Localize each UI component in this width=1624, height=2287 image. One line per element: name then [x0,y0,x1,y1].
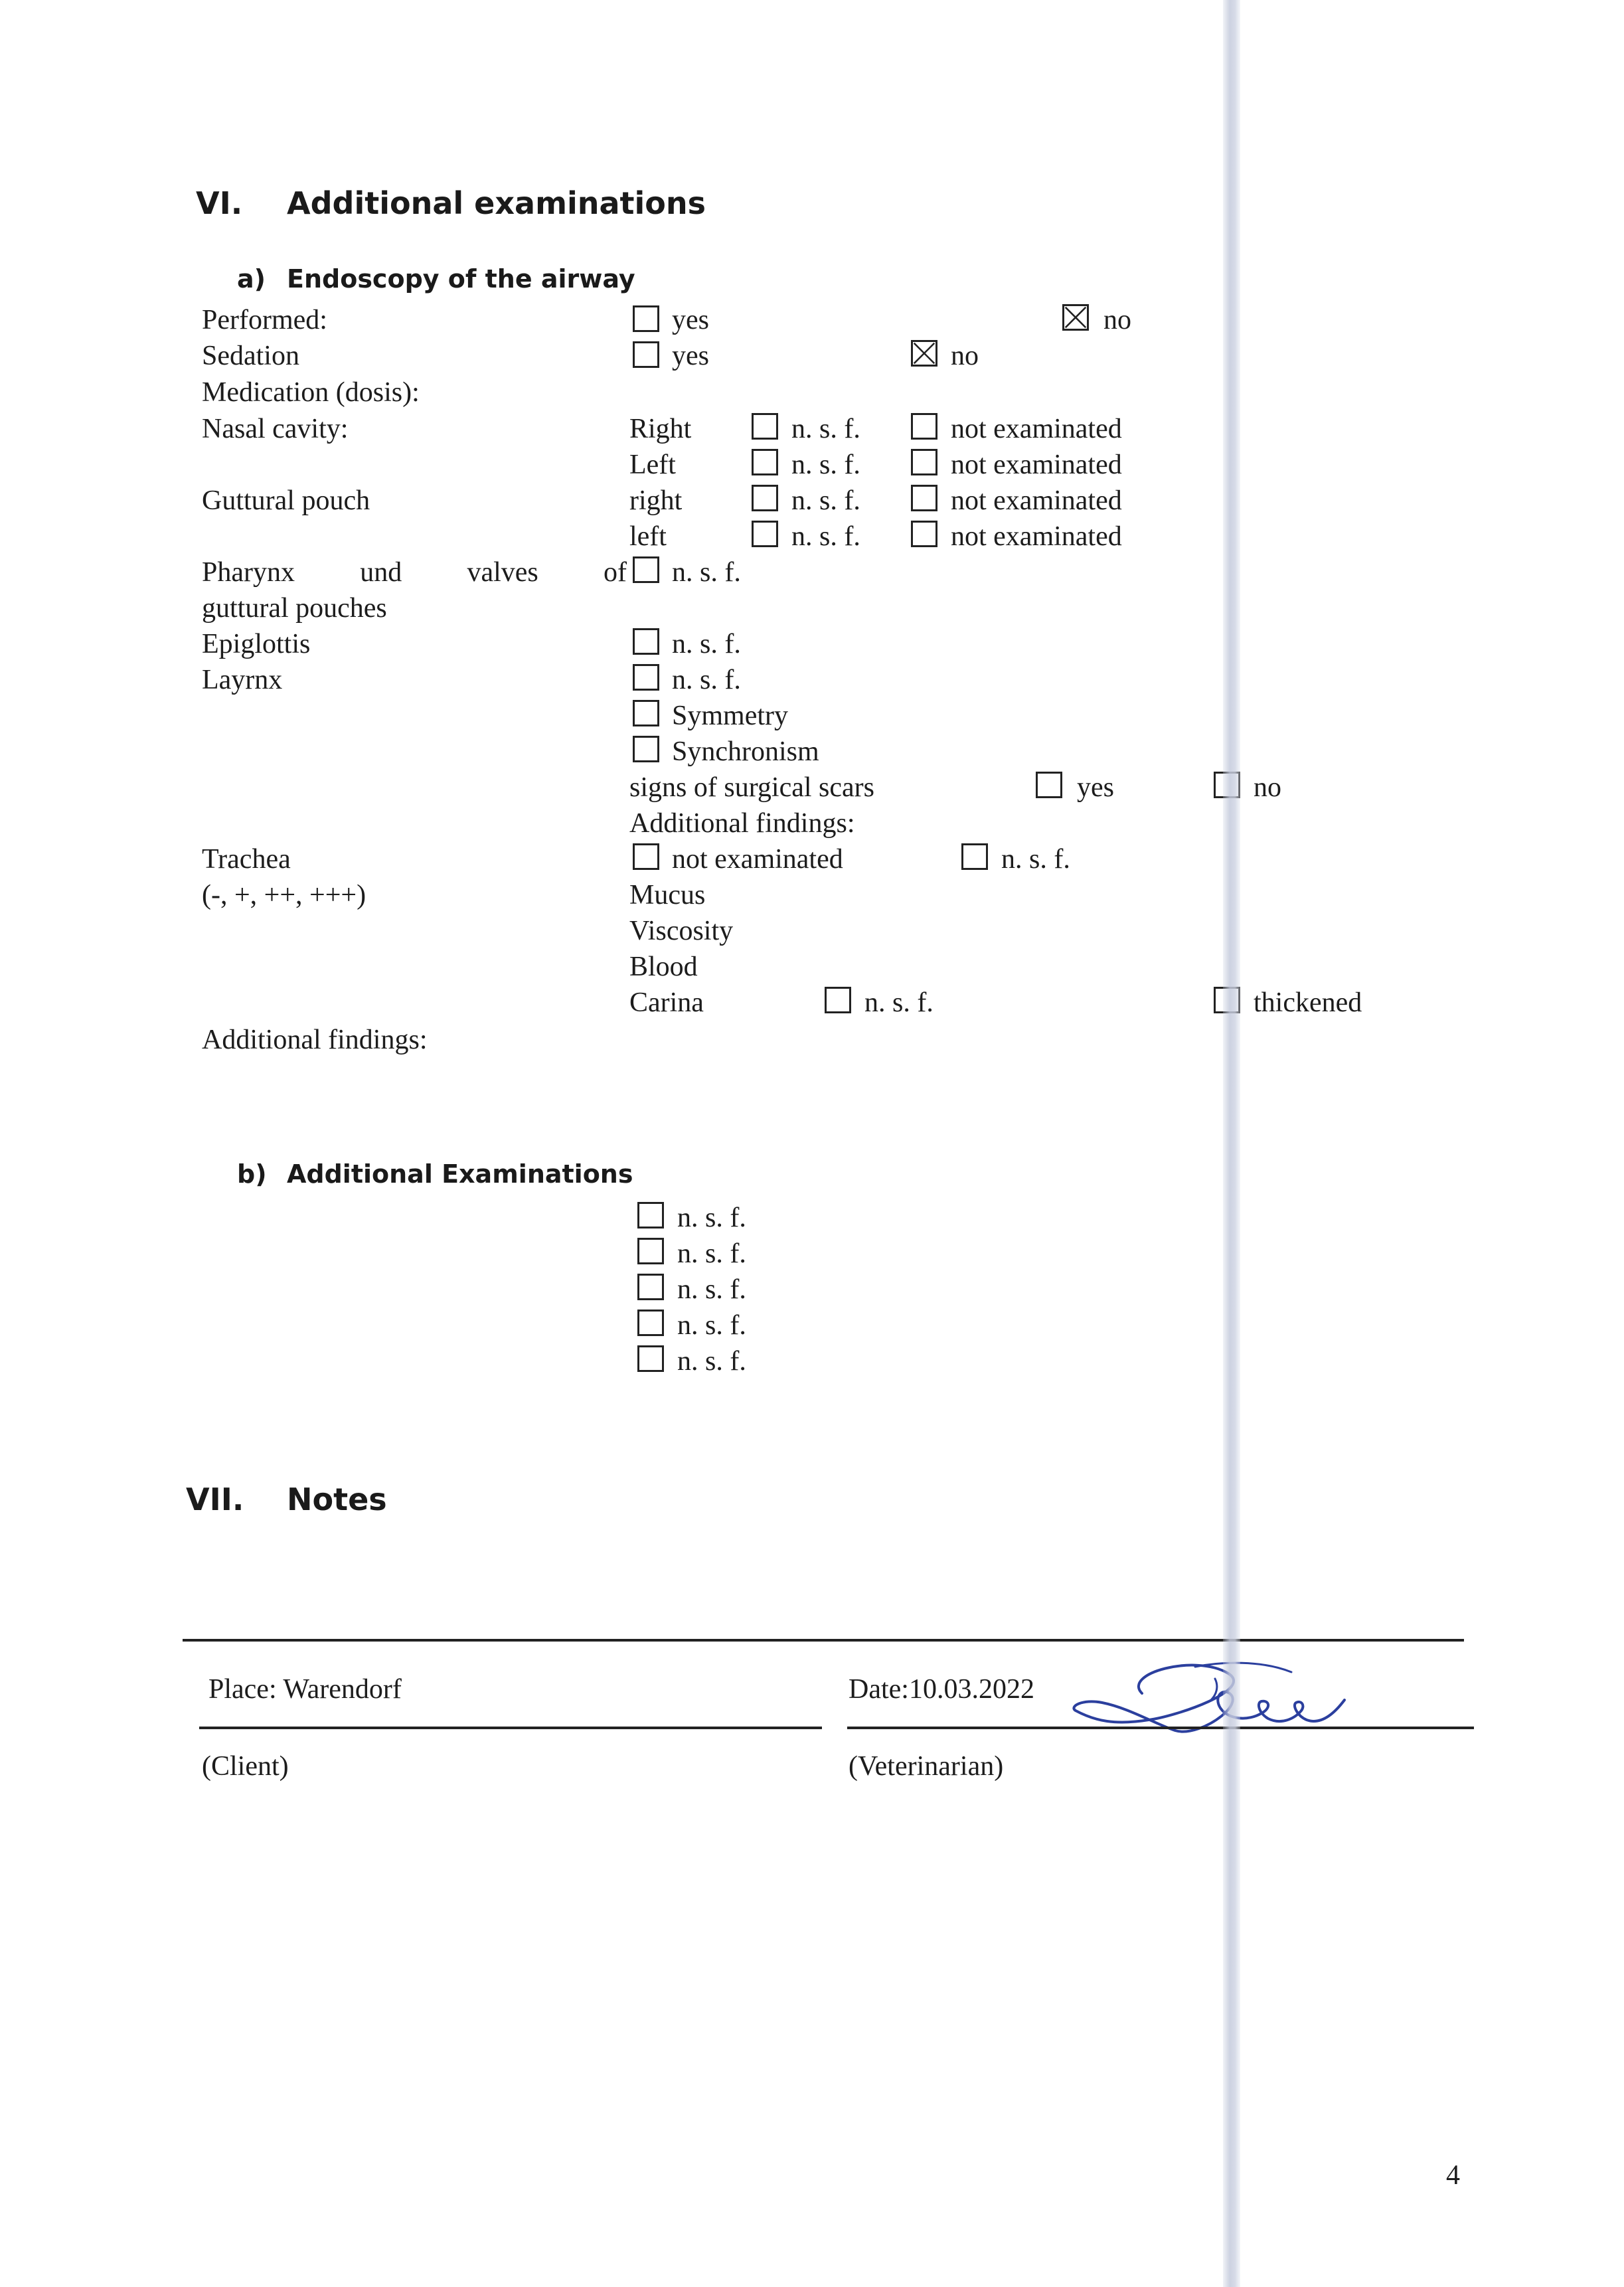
guttural-pouch-label: Guttural pouch [202,485,370,516]
additional-exam-4-checkbox[interactable] [637,1310,664,1336]
additional-findings-label: Additional findings: [202,1025,428,1055]
sub-b-title: Additional Examinations [287,1159,633,1189]
pharynx-word-3: valves [467,557,538,588]
pharynx-word-4: of [604,557,627,588]
page-number: 4 [1446,2160,1460,2191]
nasal-right-nsf-label: n. s. f. [791,414,860,444]
sedation-no-label: no [951,341,979,371]
pharynx-word-1: Pharynx [202,557,295,588]
blood-label: Blood [629,952,698,982]
veterinarian-label: (Veterinarian) [849,1751,1004,1782]
guttural-left-not-examined-checkbox[interactable] [911,521,937,547]
place-field: Place: Warendorf [208,1674,402,1705]
sedation-yes-checkbox[interactable] [633,341,659,368]
performed-yes-label: yes [672,305,709,335]
larynx-nsf-label: n. s. f. [672,665,741,695]
scan-artifact-band [1223,0,1240,2287]
sub-a-letter: a) [237,264,266,294]
client-signature-line [199,1727,822,1729]
guttural-right-not-examined-checkbox[interactable] [911,485,937,511]
additional-exam-2-checkbox[interactable] [637,1238,664,1264]
date-field: Date:10.03.2022 [849,1674,1034,1705]
viscosity-label: Viscosity [629,916,734,946]
nasal-left-nsf-checkbox[interactable] [752,449,778,475]
nasal-right-not-examined-label: not examinated [951,414,1122,444]
trachea-scale: (-, +, ++, +++) [202,880,366,910]
larynx-symmetry-checkbox[interactable] [633,700,659,726]
sub-a-title: Endoscopy of the airway [287,264,635,294]
veterinarian-signature-line [847,1727,1474,1729]
guttural-right-label: right [629,485,683,516]
carina-nsf-label: n. s. f. [864,987,934,1018]
performed-no-label: no [1103,305,1131,335]
guttural-left-nsf-label: n. s. f. [791,521,860,552]
nasal-left-not-examined-label: not examinated [951,450,1122,480]
larynx-synchronism-checkbox[interactable] [633,736,659,762]
additional-exam-5-checkbox[interactable] [637,1345,664,1372]
pharynx-label-line2: guttural pouches [202,593,387,624]
pharynx-nsf-checkbox[interactable] [633,556,659,583]
additional-exam-3-checkbox[interactable] [637,1274,664,1300]
epiglottis-label: Epiglottis [202,629,311,659]
nasal-right-not-examined-checkbox[interactable] [911,413,937,440]
additional-exam-2-label: n. s. f. [677,1238,746,1269]
guttural-left-label: left [629,521,667,552]
larynx-symmetry-label: Symmetry [672,701,788,731]
section-vi-title: Additional examinations [287,185,706,221]
surgical-scars-yes-checkbox[interactable] [1036,772,1062,798]
trachea-nsf-checkbox[interactable] [961,843,988,870]
carina-label: Carina [629,987,704,1018]
medication-label: Medication (dosis): [202,377,420,408]
nasal-right-label: Right [629,414,692,444]
nasal-left-nsf-label: n. s. f. [791,450,860,480]
trachea-label: Trachea [202,844,291,875]
nasal-right-nsf-checkbox[interactable] [752,413,778,440]
pharynx-word-2: und [360,557,402,588]
additional-exam-3-label: n. s. f. [677,1274,746,1305]
section-vii-title: Notes [287,1482,387,1517]
nasal-left-label: Left [629,450,676,480]
section-vii-number: VII. [186,1482,244,1517]
mucus-label: Mucus [629,880,706,910]
surgical-scars-label: signs of surgical scars [629,772,874,803]
surgical-scars-no-label: no [1254,772,1281,803]
client-label: (Client) [202,1751,289,1782]
carina-nsf-checkbox[interactable] [825,987,851,1013]
epiglottis-nsf-checkbox[interactable] [633,628,659,655]
additional-exam-1-checkbox[interactable] [637,1202,664,1228]
sedation-label: Sedation [202,341,299,371]
additional-exam-1-label: n. s. f. [677,1203,746,1233]
larynx-additional-findings-label: Additional findings: [629,808,855,839]
trachea-not-examined-checkbox[interactable] [633,843,659,870]
pharynx-label [202,555,627,590]
larynx-synchronism-label: Synchronism [672,736,819,767]
nasal-cavity-label: Nasal cavity: [202,414,349,444]
section-vi-number: VI. [196,185,243,221]
guttural-left-not-examined-label: not examinated [951,521,1122,552]
performed-no-checkbox[interactable] [1062,304,1089,331]
guttural-left-nsf-checkbox[interactable] [752,521,778,547]
sedation-yes-label: yes [672,341,709,371]
larynx-nsf-checkbox[interactable] [633,664,659,691]
trachea-not-examined-label: not examinated [672,844,843,875]
guttural-right-not-examined-label: not examinated [951,485,1122,516]
guttural-right-nsf-label: n. s. f. [791,485,860,516]
sedation-no-checkbox[interactable] [911,340,937,367]
larynx-label: Layrnx [202,665,283,695]
additional-exam-5-label: n. s. f. [677,1346,746,1377]
nasal-left-not-examined-checkbox[interactable] [911,449,937,475]
pharynx-nsf-label: n. s. f. [672,557,741,588]
guttural-right-nsf-checkbox[interactable] [752,485,778,511]
epiglottis-nsf-label: n. s. f. [672,629,741,659]
carina-thickened-label: thickened [1254,987,1362,1018]
performed-yes-checkbox[interactable] [633,305,659,332]
sub-b-letter: b) [237,1159,267,1189]
additional-exam-4-label: n. s. f. [677,1310,746,1341]
performed-label: Performed: [202,305,327,335]
surgical-scars-yes-label: yes [1077,772,1114,803]
signature-top-rule [183,1639,1464,1642]
trachea-nsf-label: n. s. f. [1001,844,1070,875]
